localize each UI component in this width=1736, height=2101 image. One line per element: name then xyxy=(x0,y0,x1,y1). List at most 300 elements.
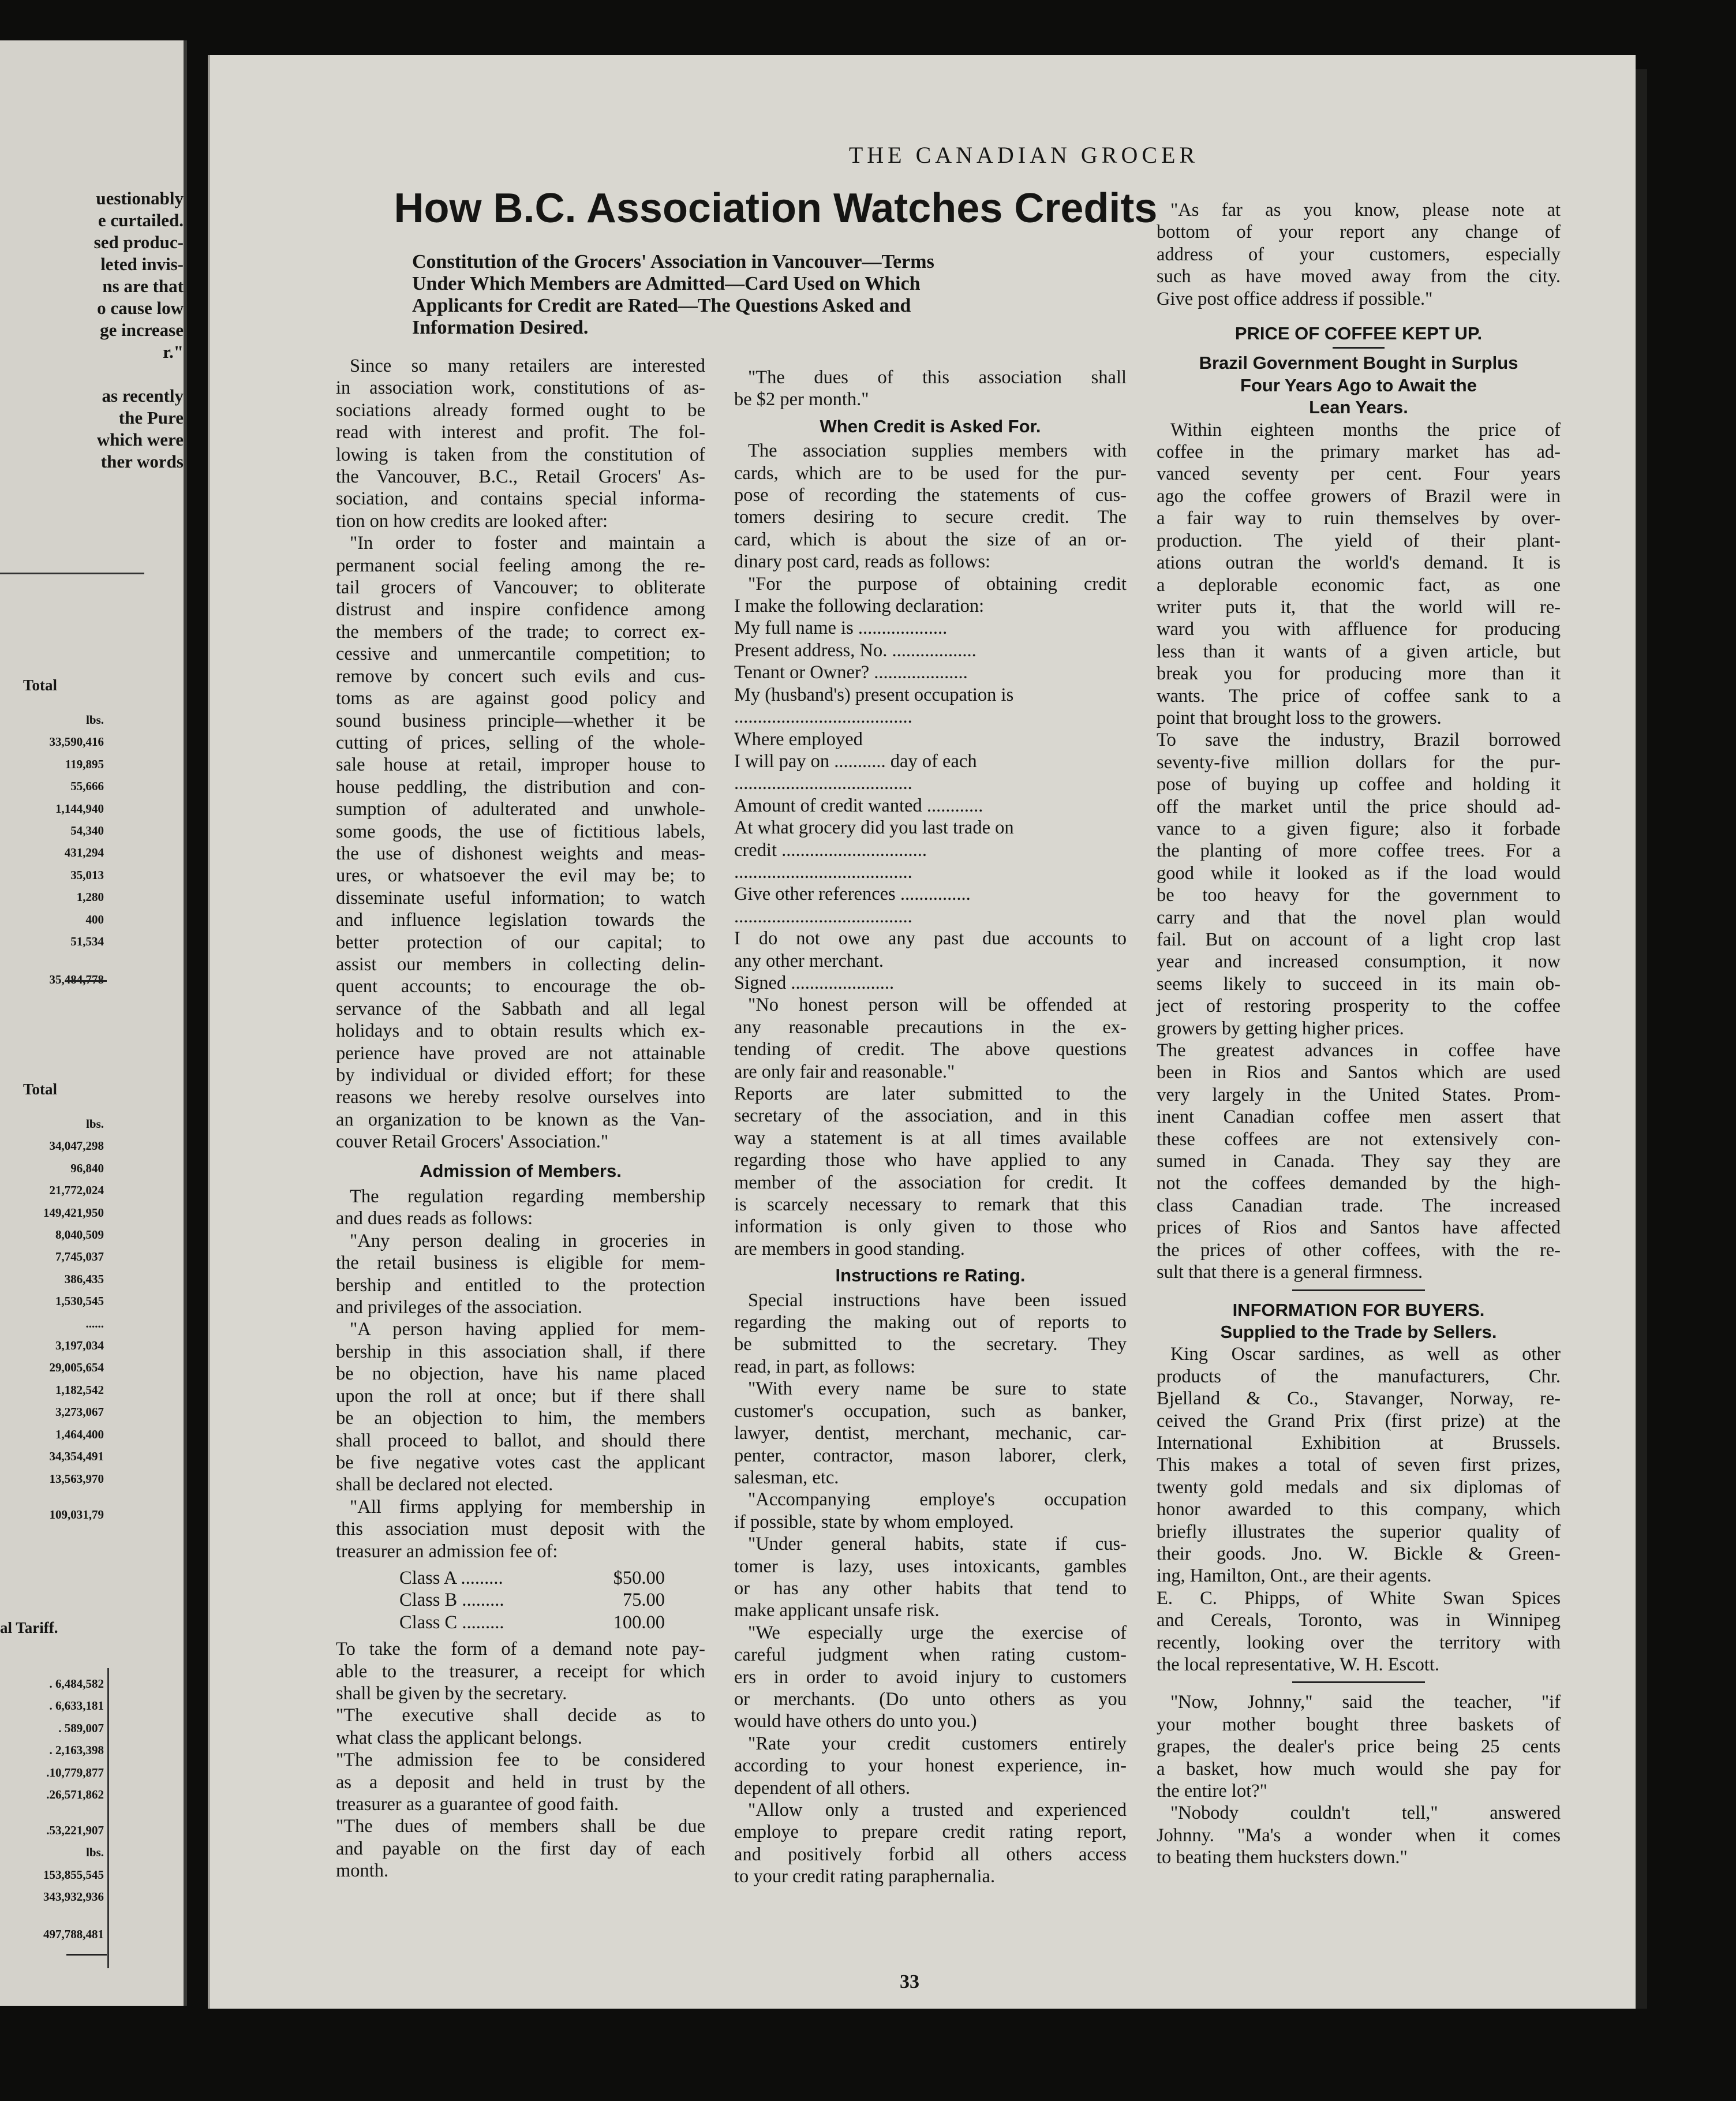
fragment-line: which were xyxy=(96,429,184,450)
text-line: cessive and unmercantile competition; to xyxy=(336,644,705,665)
text-line: ward you with affluence for producing xyxy=(1157,619,1561,640)
text-line: careful judgment when rating custom- xyxy=(734,1644,1127,1666)
text-line: "For the purpose of obtaining credit xyxy=(748,573,1127,595)
text-line: penter, contractor, mason laborer, clerk, xyxy=(734,1445,1127,1466)
text-line: The association supplies members with xyxy=(748,440,1127,462)
text-line: better protection of our capital; to xyxy=(336,932,705,953)
text-line: vanced seventy per cent. Four years xyxy=(1157,463,1561,485)
text-line: tomers desiring to secure credit. The xyxy=(734,507,1127,528)
text-line: quent accounts; to encourage the ob- xyxy=(336,976,705,997)
text-line: briefly illustrates the superior quality of xyxy=(1157,1521,1561,1542)
table-cell: 3,273,067 xyxy=(55,1405,104,1419)
text-line: lawyer, dentist, merchant, mechanic, car- xyxy=(734,1423,1127,1444)
text-line: cutting of prices, selling of the whole- xyxy=(336,732,705,753)
text-line: ing, Hamilton, Ont., are their agents. xyxy=(1157,1565,1432,1587)
text-line: "The dues of members shall be due xyxy=(336,1816,705,1837)
text-line: be too heavy for the government to xyxy=(1157,885,1561,906)
text-line: sound business principle—whether it be xyxy=(336,710,705,731)
table-cell: 54,340 xyxy=(70,824,104,838)
text-line: point that brought loss to the growers. xyxy=(1157,707,1442,728)
text-line: grapes, the dealer's price being 25 cents xyxy=(1157,1736,1561,1758)
table-cell: 34,047,298 xyxy=(49,1139,104,1153)
text-line: writer puts it, that the world will re- xyxy=(1157,596,1561,618)
text-line: couver Retail Grocers' Association." xyxy=(336,1131,609,1153)
text-line: sale house at retail, improper house to xyxy=(336,754,705,776)
text-line: bottom of your report any change of xyxy=(1157,222,1561,243)
text-line: permanent social feeling among the re- xyxy=(336,555,705,576)
fragment-line: leted invis- xyxy=(100,254,184,274)
text-line: Present address, No. .................. xyxy=(734,640,976,661)
text-line: ...................................... xyxy=(734,861,912,883)
table-cell: . 2,163,398 xyxy=(49,1743,104,1758)
text-line: "Accompanying employe's occupation xyxy=(748,1489,1127,1511)
text-line: coffee in the primary market has ad- xyxy=(1157,442,1561,463)
text-line: twenty gold medals and six diplomas of xyxy=(1157,1476,1561,1498)
text-line: shall proceed to ballot, and should there xyxy=(336,1430,705,1451)
left-table3-total-rule xyxy=(66,1954,107,1956)
text-line: ations outran the world's demand. It is xyxy=(1157,552,1561,574)
fee-classes xyxy=(336,1567,705,1633)
left-table3-values2 xyxy=(0,1819,104,1945)
text-line: ures, or whatsoever the evil may be; to xyxy=(336,865,705,887)
dues-paragraph xyxy=(734,367,1127,411)
fee-class-row xyxy=(399,1612,665,1633)
article-column-1 xyxy=(336,355,705,1882)
text-line: treasurer as a guarantee of good faith. xyxy=(336,1794,619,1815)
text-line: shall be declared not elected. xyxy=(336,1474,553,1496)
rating-heading: Instructions re Rating. xyxy=(835,1265,1026,1286)
section-rule-1 xyxy=(1292,1289,1425,1291)
text-line: this association must deposit with the xyxy=(336,1519,705,1540)
table-cell: 29,005,654 xyxy=(49,1360,104,1375)
credit-heading: When Credit is Asked For. xyxy=(820,416,1041,436)
text-line: Signed ...................... xyxy=(734,972,895,993)
text-line: "Allow only a trusted and experienced xyxy=(748,1800,1127,1820)
coffee-subheading xyxy=(1157,352,1561,418)
left-table-rule xyxy=(0,573,144,574)
joke-paragraph xyxy=(1157,1691,1561,1868)
text-line: I make the following declaration: xyxy=(734,596,985,617)
table-cell: 149,421,950 xyxy=(43,1205,104,1220)
left-table3-vertical-rule xyxy=(107,1668,109,1968)
text-line: assist our members in collecting delin- xyxy=(336,954,705,975)
table-cell: 400 xyxy=(85,912,104,926)
fragment-line: uestionably xyxy=(96,188,184,208)
left-table3-values xyxy=(0,1673,104,1805)
fee-class-row xyxy=(399,1567,665,1589)
text-line: Bjelland & Co., Stavanger, Norway, re- xyxy=(1157,1388,1561,1410)
text-line: "We especially urge the exercise of xyxy=(748,1622,1127,1643)
text-line: good while it looked as if the load would xyxy=(1157,862,1561,884)
coffee-article xyxy=(1157,419,1561,1284)
text-line: their goods. Jno. W. Bickle & Green- xyxy=(1157,1543,1561,1564)
table-cell: 1,182,542 xyxy=(55,1382,104,1397)
text-line: are only fair and reasonable." xyxy=(734,1061,955,1082)
text-line: any other merchant. xyxy=(734,950,884,971)
text-line: I will pay on ........... day of each xyxy=(734,750,977,772)
objects-paragraph xyxy=(336,532,705,1153)
text-line: tomer is lazy, uses intoxicants, gambles xyxy=(734,1556,1127,1577)
deck-line: Constitution of the Grocers' Association in Vancouver—Terms xyxy=(412,251,934,272)
text-line: an organization to be known as the Van- xyxy=(336,1109,705,1130)
text-line: holidays and to obtain results which ex- xyxy=(336,1020,705,1042)
fragment-line: o cause low xyxy=(97,298,184,318)
subheading-line: Lean Years. xyxy=(1309,397,1408,418)
text-line: Within eighteen months the price of xyxy=(1170,419,1561,440)
text-line: Tenant or Owner? .................... xyxy=(734,662,968,683)
running-head: THE CANADIAN GROCER xyxy=(848,142,1199,168)
text-line: "All firms applying for membership in xyxy=(350,1496,705,1517)
text-line: and Cereals, Toronto, was in Winnipeg xyxy=(1157,1610,1561,1631)
left-table1-total-rule xyxy=(66,980,107,982)
text-line: salesman, etc. xyxy=(734,1467,839,1488)
intro-paragraph xyxy=(336,355,705,532)
text-line: be no objection, have his name placed xyxy=(336,1363,705,1385)
text-line: "In order to foster and maintain a xyxy=(350,533,705,554)
fee-class-label: Class A ......... xyxy=(399,1567,503,1588)
text-line: The greatest advances in coffee have xyxy=(1157,1040,1561,1061)
text-line: "Under general habits, state if cus- xyxy=(748,1534,1127,1555)
text-line: Special instructions have been issued xyxy=(748,1289,1127,1311)
text-line: as a deposit and held in trust by the xyxy=(336,1771,705,1793)
fragment-line xyxy=(0,363,184,385)
coffee-heading: PRICE OF COFFEE KEPT UP. xyxy=(1234,323,1483,344)
text-line: "The dues of this association shall xyxy=(748,367,1127,388)
table-cell: 21,772,024 xyxy=(49,1183,104,1198)
text-line: cards, which are to be used for the pur- xyxy=(734,462,1127,484)
fee-class-amount: $50.00 xyxy=(613,1567,665,1588)
text-line: ...................................... xyxy=(734,773,912,794)
text-line: been in Rios and Santos which are used xyxy=(1157,1062,1561,1083)
table-cell: 431,294 xyxy=(64,846,104,860)
text-line: make applicant unsafe risk. xyxy=(734,1600,940,1621)
text-line: "Rate your credit customers entirely xyxy=(748,1733,1127,1754)
text-line: production. The yield of their plant- xyxy=(1157,530,1561,551)
table-total: 109,031,79 xyxy=(49,1507,104,1521)
subheading-line: Four Years Ago to Await the xyxy=(1240,375,1477,395)
text-line: shall be given by the secretary. xyxy=(336,1683,567,1704)
table-cell: 1,464,400 xyxy=(55,1427,104,1441)
text-line: house peddling, the distribution and con- xyxy=(336,776,705,798)
deck-line: Information Desired. xyxy=(412,317,589,338)
text-line: what class the applicant belongs. xyxy=(336,1727,582,1748)
fragment-line: e curtailed. xyxy=(98,210,184,230)
text-line: bership in this association shall, if there xyxy=(336,1341,705,1362)
text-line: credit ............................... xyxy=(734,839,927,861)
text-line: "No honest person will be offended at xyxy=(748,995,1127,1016)
text-line: card, which is about the size of an or- xyxy=(734,529,1127,550)
text-line: in association work, constitutions of as- xyxy=(336,377,705,399)
table-cell: 13,563,970 xyxy=(49,1471,104,1486)
text-line: your mother bought three baskets of xyxy=(1157,1714,1561,1735)
text-line: pose of buying up coffee and holding it xyxy=(1157,774,1561,795)
text-line: break you for producing more than it xyxy=(1157,663,1561,685)
article-deck xyxy=(412,251,1047,339)
text-line: E. C. Phipps, of White Swan Spices xyxy=(1157,1587,1561,1609)
text-line: and payable on the first day of each xyxy=(336,1838,705,1859)
text-line: the prices of other coffees, with the re- xyxy=(1157,1239,1561,1261)
text-line: information is only given to those who xyxy=(734,1216,1127,1238)
text-line: sociations already formed ought to be xyxy=(336,399,705,421)
continued-instruction xyxy=(1157,199,1561,310)
table-cell: 1,144,940 xyxy=(55,801,104,816)
text-line: International Exhibition at Brussels. xyxy=(1157,1432,1561,1453)
text-line: customer's occupation, such as banker, xyxy=(734,1400,1127,1422)
text-line: tending of credit. The above questions xyxy=(734,1039,1127,1060)
text-line: class Canadian trade. The increased xyxy=(1157,1195,1561,1216)
fragment-line: the Pure xyxy=(118,408,184,428)
text-line: fail. But on account of a light crop last xyxy=(1157,929,1561,950)
text-line: ject of restoring prosperity to the coffee xyxy=(1157,996,1561,1017)
text-line: This makes a total of seven first prizes, xyxy=(1157,1455,1561,1476)
text-line: upon the roll at once; but if there shall xyxy=(336,1385,705,1407)
text-line: inent Canadian coffee men assert that xyxy=(1157,1106,1561,1128)
table-cell: 7,745,037 xyxy=(55,1250,104,1264)
table-cell: 96,840 xyxy=(70,1161,104,1175)
text-line: lowing is taken from the constitution of xyxy=(336,444,705,465)
fragment-line: ge increase xyxy=(100,320,184,340)
text-line: "A person having applied for mem- xyxy=(350,1319,705,1340)
text-line: ago the coffee growers of Brazil were in xyxy=(1157,485,1561,507)
table-cell: 343,932,936 xyxy=(43,1890,104,1904)
text-line: dependent of all others. xyxy=(734,1777,911,1799)
text-line: according to your honest experience, in- xyxy=(734,1755,1127,1777)
credit-card-text xyxy=(734,440,1127,1260)
text-line: "With every name be sure to state xyxy=(748,1378,1127,1400)
text-line: My (husband's) present occupation is xyxy=(734,684,1014,705)
text-line: the Vancouver, B.C., Retail Grocers' As- xyxy=(336,466,705,488)
buyers-heading: INFORMATION FOR BUYERS. xyxy=(1232,1299,1485,1320)
text-line: sult that there is a general firmness. xyxy=(1157,1262,1423,1283)
text-line: tion on how credits are looked after: xyxy=(336,510,608,532)
text-line: regarding the making out of reports to xyxy=(734,1312,1127,1333)
text-line: The regulation regarding membership xyxy=(350,1186,705,1207)
left-table2-header: Total xyxy=(23,1081,58,1098)
article-headline: How B.C. Association Watches Credits xyxy=(394,185,1158,231)
text-line: treasurer an admission fee of: xyxy=(336,1541,558,1562)
text-line: "Any person dealing in groceries in xyxy=(350,1230,705,1251)
text-line: be $2 per month." xyxy=(734,389,869,410)
table-cell: . 6,633,181 xyxy=(49,1699,104,1713)
table-cell: 1,530,545 xyxy=(55,1294,104,1309)
text-line: ...................................... xyxy=(734,906,912,927)
text-line: or merchants. (Do unto others as you xyxy=(734,1688,1127,1710)
table-cell: 51,534 xyxy=(70,934,104,949)
section-rule-2 xyxy=(1292,1681,1425,1683)
table-cell: 119,895 xyxy=(65,757,104,771)
text-line: sumed in Canada. They say they are xyxy=(1157,1151,1561,1172)
text-line: would have others do unto you.) xyxy=(734,1711,977,1732)
text-line: if possible, state by whom employed. xyxy=(734,1511,1014,1532)
text-line: Reports are later submitted to the xyxy=(734,1083,1127,1104)
text-line: the members of the trade; to correct ex- xyxy=(336,621,705,642)
left-table2-values xyxy=(0,1113,104,1526)
article-column-3 xyxy=(1157,199,1561,1869)
fee-class-row xyxy=(399,1589,665,1611)
text-line: a basket, how much would she pay for xyxy=(1157,1758,1561,1780)
text-line: ers in order to avoid injury to customers xyxy=(734,1666,1127,1688)
text-line: very largely in the United States. Prom- xyxy=(1157,1084,1561,1105)
text-line: is scarcely necessary to remark that this xyxy=(734,1194,1127,1216)
table-unit: lbs. xyxy=(86,1117,104,1131)
text-line: sumption of adulterated and unwhole- xyxy=(336,799,705,820)
text-line: tail grocers of Vancouver; to obliterate xyxy=(336,577,705,599)
text-line: a deplorable economic fact, as one xyxy=(1157,574,1561,596)
text-line: be five negative votes cast the applicant xyxy=(336,1452,705,1473)
text-line: Johnny. "Ma's a wonder when it comes xyxy=(1157,1825,1561,1846)
fragment-line: ther words xyxy=(100,451,184,472)
text-line: dinary post card, reads as follows: xyxy=(734,551,991,573)
text-line: growers by getting higher prices. xyxy=(1157,1018,1404,1039)
text-line: month. xyxy=(336,1860,389,1882)
table-cell: 1,280 xyxy=(76,890,104,904)
fragment-line: ns are that xyxy=(102,276,184,296)
text-line: "Nobody couldn't tell," answered xyxy=(1170,1803,1561,1824)
text-line: products of the manufacturers, Chr. xyxy=(1157,1366,1561,1387)
deck-line: Under Which Members are Admitted—Card Used on Which xyxy=(412,273,921,294)
text-line: be submitted to the secretary. They xyxy=(734,1334,1127,1355)
table-cell: .53,221,907 xyxy=(46,1823,104,1837)
table-cell: 35,013 xyxy=(70,868,104,882)
text-line: read, in part, as follows: xyxy=(734,1356,916,1377)
text-line: Amount of credit wanted ............ xyxy=(734,795,983,816)
text-line: Give other references ............... xyxy=(734,884,971,905)
text-line: To take the form of a demand note pay- xyxy=(336,1639,705,1660)
text-line: Give post office address if possible." xyxy=(1157,288,1433,309)
text-line: and privileges of the association. xyxy=(336,1297,582,1318)
table-cell: . 589,007 xyxy=(58,1721,104,1735)
text-line: able to the treasurer, a receipt for which xyxy=(336,1661,705,1682)
left-table1-header: Total xyxy=(23,676,58,694)
text-line: and dues reads as follows: xyxy=(336,1208,533,1229)
subheading-line: Brazil Government Bought in Surplus xyxy=(1199,353,1518,373)
coffee-heading-rule xyxy=(1333,347,1385,349)
text-line: distrust and inspire confidence among xyxy=(336,599,705,620)
text-line: regarding those who have applied to any xyxy=(734,1150,1127,1171)
table-total: 497,788,481 xyxy=(43,1927,104,1941)
text-line: At what grocery did you last trade on xyxy=(734,817,1014,839)
table-cell: 33,590,416 xyxy=(49,735,104,749)
text-line: the retail business is eligible for mem- xyxy=(336,1253,705,1274)
text-line: are members in good standing. xyxy=(734,1238,965,1259)
fee-class-amount: 75.00 xyxy=(622,1590,665,1611)
deck-line: Applicants for Credit are Rated—The Questions Asked and xyxy=(412,295,911,316)
text-line: toms as are against good policy and xyxy=(336,688,705,709)
page-number: 33 xyxy=(900,1971,919,1992)
text-line: Since so many retailers are interested xyxy=(350,356,705,376)
text-line: pose of recording the statements of cus- xyxy=(734,485,1127,506)
text-line: "As far as you know, please note at xyxy=(1170,200,1561,220)
buyers-article xyxy=(1157,1343,1561,1676)
text-line: perience have proved are not attainable xyxy=(336,1042,705,1064)
text-line: reasons we hereby resolve ourselves into xyxy=(336,1087,705,1108)
table-total: 35,484,778 xyxy=(49,973,104,987)
rating-instructions xyxy=(734,1289,1127,1888)
admission-paragraphs xyxy=(336,1186,705,1562)
text-line: and influence legislation towards the xyxy=(336,910,705,931)
text-line: wants. The price of coffee sank to a xyxy=(1157,685,1561,706)
table-cell: .10,779,877 xyxy=(46,1765,104,1780)
text-line: address of your customers, especially xyxy=(1157,244,1561,265)
text-line: "Now, Johnny," said the teacher, "if xyxy=(1170,1692,1561,1713)
left-facing-page xyxy=(0,40,187,2006)
text-line: off the market until the price should ad- xyxy=(1157,796,1561,817)
text-line: sociation, and contains special informa- xyxy=(336,488,705,510)
text-line: employe to prepare credit rating report, xyxy=(734,1822,1127,1843)
text-line: less than it wants of a given article, but xyxy=(1157,641,1561,662)
text-line: such as have moved away from the city. xyxy=(1157,266,1561,287)
text-line: be an objection to him, the members xyxy=(336,1408,705,1429)
text-line: some goods, the use of fictitious labels, xyxy=(336,821,705,842)
text-line: honor awarded to this company, which xyxy=(1157,1499,1561,1520)
text-line: King Oscar sardines, as well as other xyxy=(1170,1344,1561,1365)
table-cell: . 6,484,582 xyxy=(49,1677,104,1691)
admission-heading: Admission of Members. xyxy=(420,1160,622,1181)
text-line: the planting of more coffee trees. For a xyxy=(1157,840,1561,862)
text-line: to beating them hucksters down." xyxy=(1157,1847,1408,1868)
fee-class-label: Class B ......... xyxy=(399,1590,504,1611)
table-cell: 8,040,509 xyxy=(55,1228,104,1242)
text-line: ceived the Grand Prix (first prize) at the xyxy=(1157,1410,1561,1431)
article-column-2 xyxy=(734,367,1127,1888)
text-line: "The admission fee to be considered xyxy=(336,1749,705,1771)
text-line: the entire lot?" xyxy=(1157,1781,1267,1802)
fragment-line: sed produc- xyxy=(93,232,184,252)
fragment-line: as recently xyxy=(102,386,184,406)
text-line: "The executive shall decide as to xyxy=(336,1705,705,1726)
text-line: secretary of the association, and in this xyxy=(734,1105,1127,1127)
text-line: by individual or divided effort; for these xyxy=(336,1065,705,1086)
text-line: year and increased consumption, it now xyxy=(1157,951,1561,973)
text-line: recently, looking over the territory with xyxy=(1157,1632,1561,1653)
table-unit: lbs. xyxy=(86,713,104,727)
text-line: way a statement is at all times available xyxy=(734,1127,1127,1149)
fee-class-amount: 100.00 xyxy=(613,1612,665,1633)
table-cell: 55,666 xyxy=(70,779,104,794)
text-line: disseminate useful information; to watch xyxy=(336,887,705,909)
text-line: read with interest and profit. The fol- xyxy=(336,422,705,443)
magazine-page xyxy=(208,55,1636,2009)
text-line: or has any other habits that tend to xyxy=(734,1577,1127,1599)
text-line: seems likely to succeed in its main ob- xyxy=(1157,973,1561,995)
text-line: these coffees are not extensively con- xyxy=(1157,1128,1561,1150)
table-cell: lbs. xyxy=(86,1845,104,1860)
table-cell: 34,354,491 xyxy=(49,1449,104,1464)
text-line: to your credit rating paraphernalia. xyxy=(734,1866,996,1887)
text-line: any reasonable precautions in the ex- xyxy=(734,1016,1127,1038)
text-line: remove by concert such evils and cus- xyxy=(336,666,705,687)
buyers-subheading: Supplied to the Trade by Sellers. xyxy=(1220,1321,1497,1342)
table-cell: 386,435 xyxy=(64,1272,104,1286)
table-cell: 153,855,545 xyxy=(43,1867,104,1882)
text-line: My full name is ................... xyxy=(734,618,948,639)
text-line: I do not owe any past due accounts to xyxy=(734,928,1127,949)
text-line: servance of the Sabbath and all legal xyxy=(336,998,705,1019)
after-classes-paragraphs xyxy=(336,1638,705,1882)
text-line: the local representative, W. H. Escott. xyxy=(1157,1654,1440,1675)
text-line: a fair way to ruin themselves by over- xyxy=(1157,508,1561,529)
text-line: To save the industry, Brazil borrowed xyxy=(1157,730,1561,751)
text-line: not the coffees demanded by the high- xyxy=(1157,1173,1561,1194)
text-line: bership and entitled to the protection xyxy=(336,1274,705,1296)
text-line: Where employed xyxy=(734,728,863,750)
left-page-fragments xyxy=(0,188,184,473)
text-line: and positively forbid all others access xyxy=(734,1844,1127,1865)
text-line: ...................................... xyxy=(734,706,912,728)
text-line: vance to a given figure; also it forbade xyxy=(1157,818,1561,839)
table-cell: 3,197,034 xyxy=(55,1339,104,1353)
text-line: seventy-five million dollars for the pur- xyxy=(1157,752,1561,773)
